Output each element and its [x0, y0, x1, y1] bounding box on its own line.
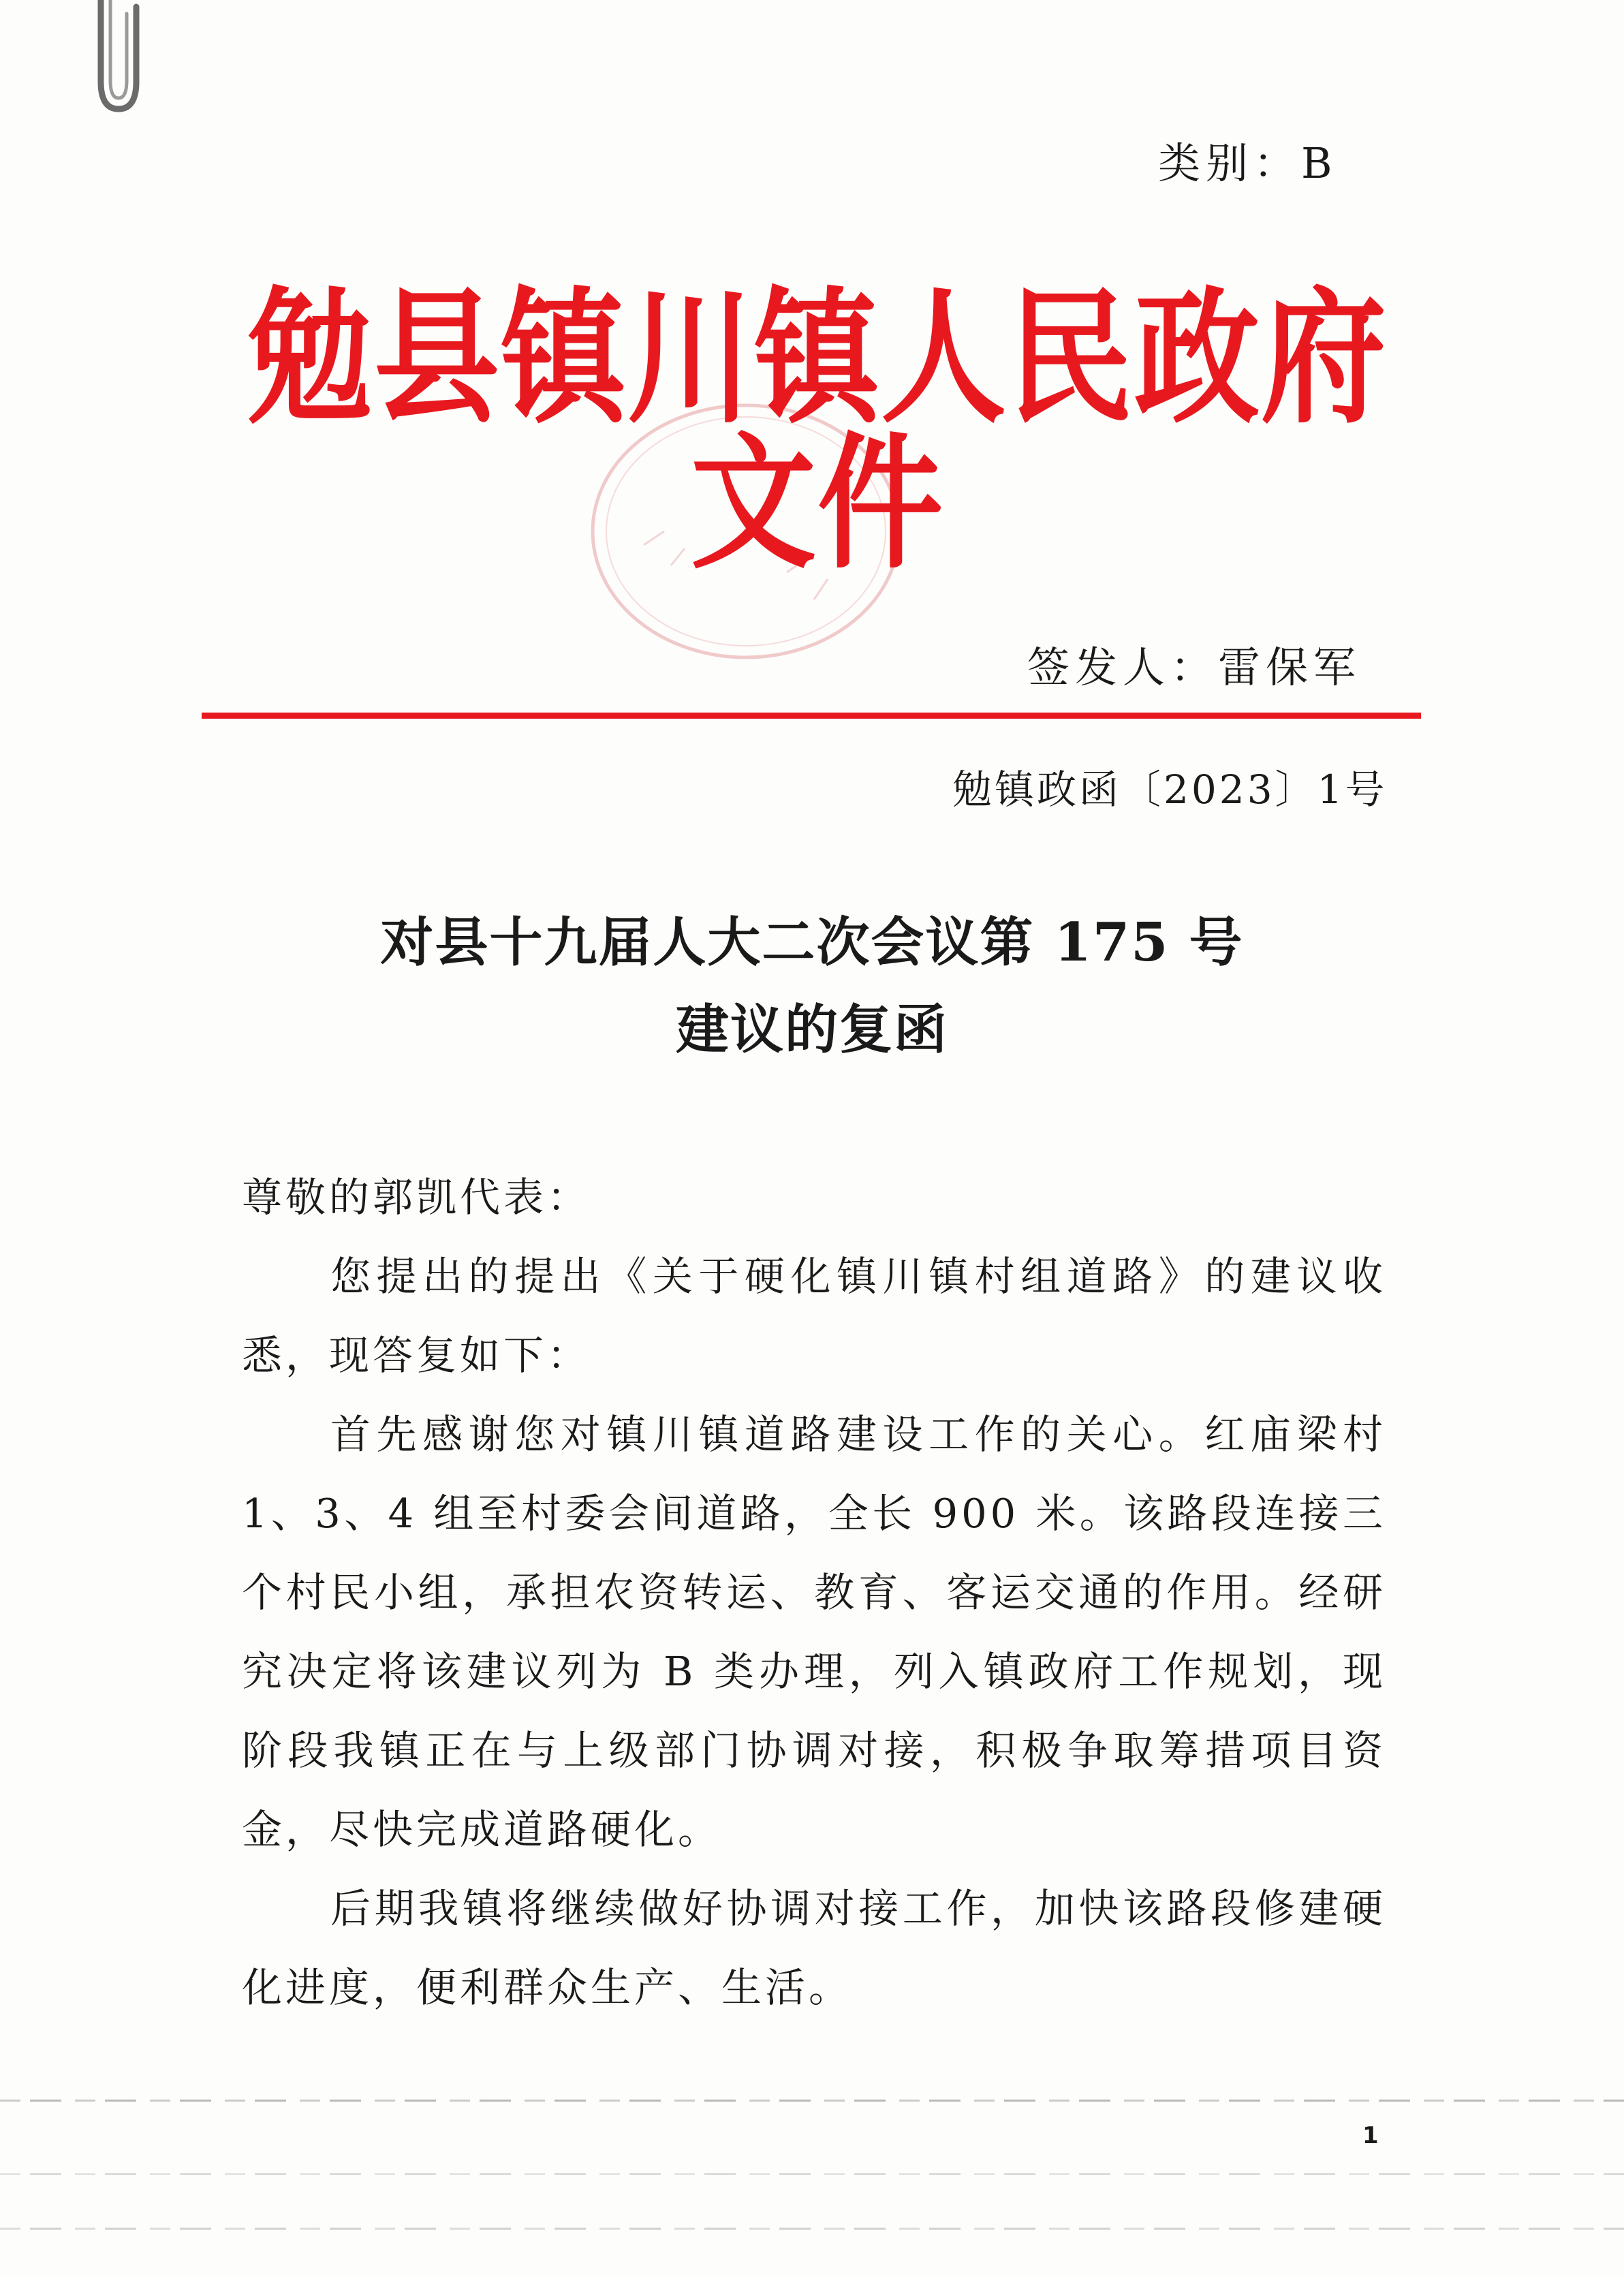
salutation: 尊敬的郭凯代表： — [242, 1174, 591, 1221]
title-line-1: 对县十九届人大二次会议第 175 号 — [380, 911, 1244, 973]
page-number: 1 — [1362, 2122, 1379, 2149]
scan-artifact-line — [0, 2173, 1624, 2175]
paragraph-acknowledgement: 您提出的提出《关于硬化镇川镇村组道路》的建议收悉，现答复如下： — [242, 1253, 1386, 1379]
document-title — [199, 899, 1425, 1074]
letter-body — [242, 1158, 1386, 2027]
paperclip-icon — [80, 0, 146, 116]
scan-artifact-line — [0, 2100, 1624, 2102]
paragraph-followup: 后期我镇将继续做好协调对接工作，加快该路段修建硬化进度，便利群众生产、生活。 — [242, 1885, 1386, 2011]
title-line-2: 建议的复函 — [675, 999, 948, 1061]
paragraph-response: 首先感谢您对镇川镇道路建设工作的关心。红庙梁村 1、3、4 组至村委会间道路，全长 900 米。该路段连接三个村民小组，承担农资转运、教育、客运交通的作用。经研究决定将该建议列为 B 类办理，列入镇政府工作规划，现阶段我镇正在与上级部门协调对接，积极争取筹措项目资金，尽快完成道路硬化。 — [242, 1411, 1386, 1853]
scan-artifact-line — [0, 2228, 1624, 2230]
category-label: 类别：B — [1158, 138, 1338, 188]
masthead-title: 勉县镇川镇人民政府文件 — [247, 274, 1388, 589]
red-divider-line — [202, 713, 1421, 719]
signer-label: 签发人：雷保军 — [1027, 642, 1362, 692]
document-number: 勉镇政函〔2023〕1号 — [952, 766, 1388, 813]
